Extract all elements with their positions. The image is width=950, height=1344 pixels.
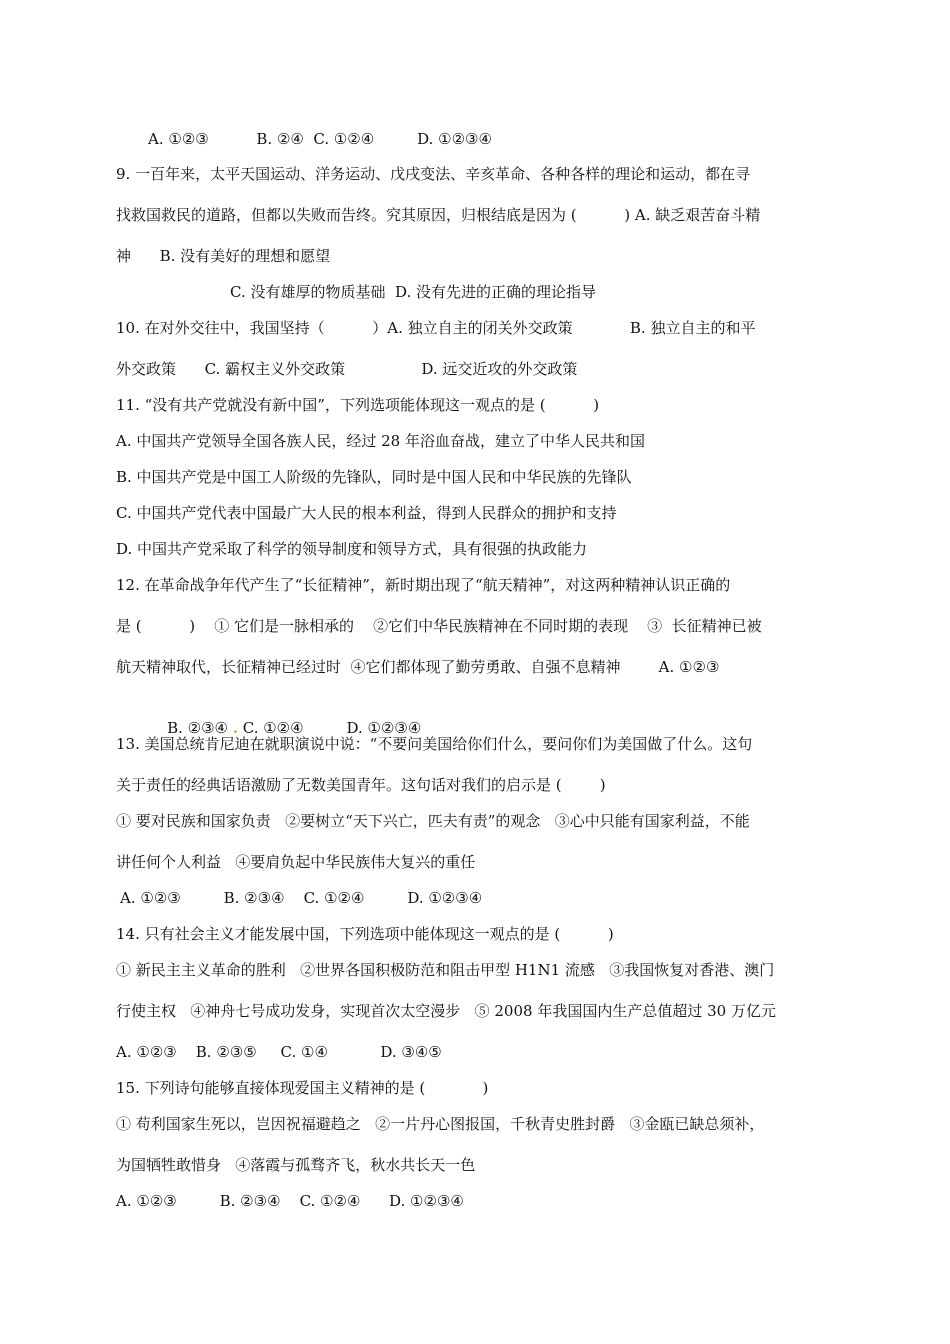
q9-stem-line-1: 9. 一百年来，太平天国运动、洋务运动、戊戌变法、辛亥革命、各种各样的理论和运动，都在寻 xyxy=(116,165,751,183)
q13-items-line-2: 讲任何个人利益 ④要肩负起中华民族伟大复兴的重任 xyxy=(116,853,476,871)
q15-items-line-2: 为国牺牲敢惜身 ④落霞与孤骛齐飞，秋水共长天一色 xyxy=(116,1156,476,1174)
q14-items-line-1: ① 新民主主义革命的胜利 ②世界各国积极防范和阻击甲型 H1N1 流感 ③我国恢复对香港、澳门 xyxy=(116,961,775,979)
q15-items-line-1: ① 苟利国家生死以，岂因祝福避趋之 ②一片丹心图报国，千秋青史胜封爵 ③金瓯已缺总须补， xyxy=(116,1115,765,1133)
q13-stem-line-1: 13. 美国总统肯尼迪在就职演说中说：“不要问美国给你们什么，要问你们为美国做了什么。这句 xyxy=(116,735,753,753)
q14-items-line-2: 行使主权 ④神舟七号成功发身，实现首次太空漫步 ⑤ 2008 年我国国内生产总值超过 30 万亿元 xyxy=(116,1002,776,1020)
q10-stem-line-1: 10. 在对外交往中，我国坚持（ ）A. 独立自主的闭关外交政策 B. 独立自主的和平 xyxy=(116,319,756,337)
q12-stem-line-2: 是 ( ) ① 它们是一脉相承的 ②它们中华民族精神在不同时期的表现 ③ 长征精神已被 xyxy=(116,617,762,635)
q12-stem-line-3: 航天精神取代，长征精神已经过时 ④它们都体现了勤劳勇敢、自强不息精神 A. ①②③ xyxy=(116,658,720,676)
q11-option-b: B. 中国共产党是中国工人阶级的先锋队，同时是中国人民和中华民族的先锋队 xyxy=(116,468,632,486)
q9-stem-line-2: 找救国救民的道路，但都以失败而告终。究其原因，归根结底是因为 ( ) A. 缺乏艰苦奋斗精 xyxy=(116,206,761,224)
q14-options: A. ①②③ B. ②③⑤ C. ①④ D. ③④⑤ xyxy=(116,1043,442,1061)
q12-option-b: B. ②③④ xyxy=(167,719,233,737)
q13-stem-line-2: 关于责任的经典话语激励了无数美国青年。这句话对我们的启示是 ( ) xyxy=(116,776,606,794)
q15-options: A. ①②③ B. ②③④ C. ①②④ D. ①②③④ xyxy=(116,1192,464,1210)
stray-dot-mark: . xyxy=(232,719,238,737)
q13-options: A. ①②③ B. ②③④ C. ①②④ D. ①②③④ xyxy=(120,889,483,907)
q12-options-cd: C. ①②④ D. ①②③④ xyxy=(237,719,422,737)
q11-option-a: A. 中国共产党领导全国各族人民，经过 28 年浴血奋战，建立了中华人民共和国 xyxy=(116,432,645,450)
q9-stem-line-3: 神 B. 没有美好的理想和愿望 xyxy=(116,247,331,265)
q13-items-line-1: ① 要对民族和国家负责 ②要树立“天下兴亡，匹夫有责”的观念 ③心中只能有国家利益，不能 xyxy=(116,812,750,830)
q12-stem-line-1: 12. 在革命战争年代产生了“长征精神”，新时期出现了“航天精神”，对这两种精神认识正确的 xyxy=(116,576,731,594)
q11-stem: 11. “没有共产党就没有新中国”，下列选项能体现这一观点的是 ( ) xyxy=(116,396,600,414)
q12-options-line xyxy=(148,698,422,737)
q11-option-d: D. 中国共产党采取了科学的领导制度和领导方式，具有很强的执政能力 xyxy=(116,540,588,558)
q10-stem-line-2: 外交政策 C. 霸权主义外交政策 D. 远交近攻的外交政策 xyxy=(116,360,578,378)
q11-option-c: C. 中国共产党代表中国最广大人民的根本利益，得到人民群众的拥护和支持 xyxy=(116,504,617,522)
q15-stem: 15. 下列诗句能够直接体现爱国主义精神的是 ( ) xyxy=(116,1079,489,1097)
q8-options: A. ①②③ B. ②④ C. ①②④ D. ①②③④ xyxy=(148,130,492,148)
q14-stem: 14. 只有社会主义才能发展中国，下列选项中能体现这一观点的是 ( ) xyxy=(116,925,614,943)
q9-options-line: C. 没有雄厚的物质基础 D. 没有先进的正确的理论指导 xyxy=(230,283,597,301)
